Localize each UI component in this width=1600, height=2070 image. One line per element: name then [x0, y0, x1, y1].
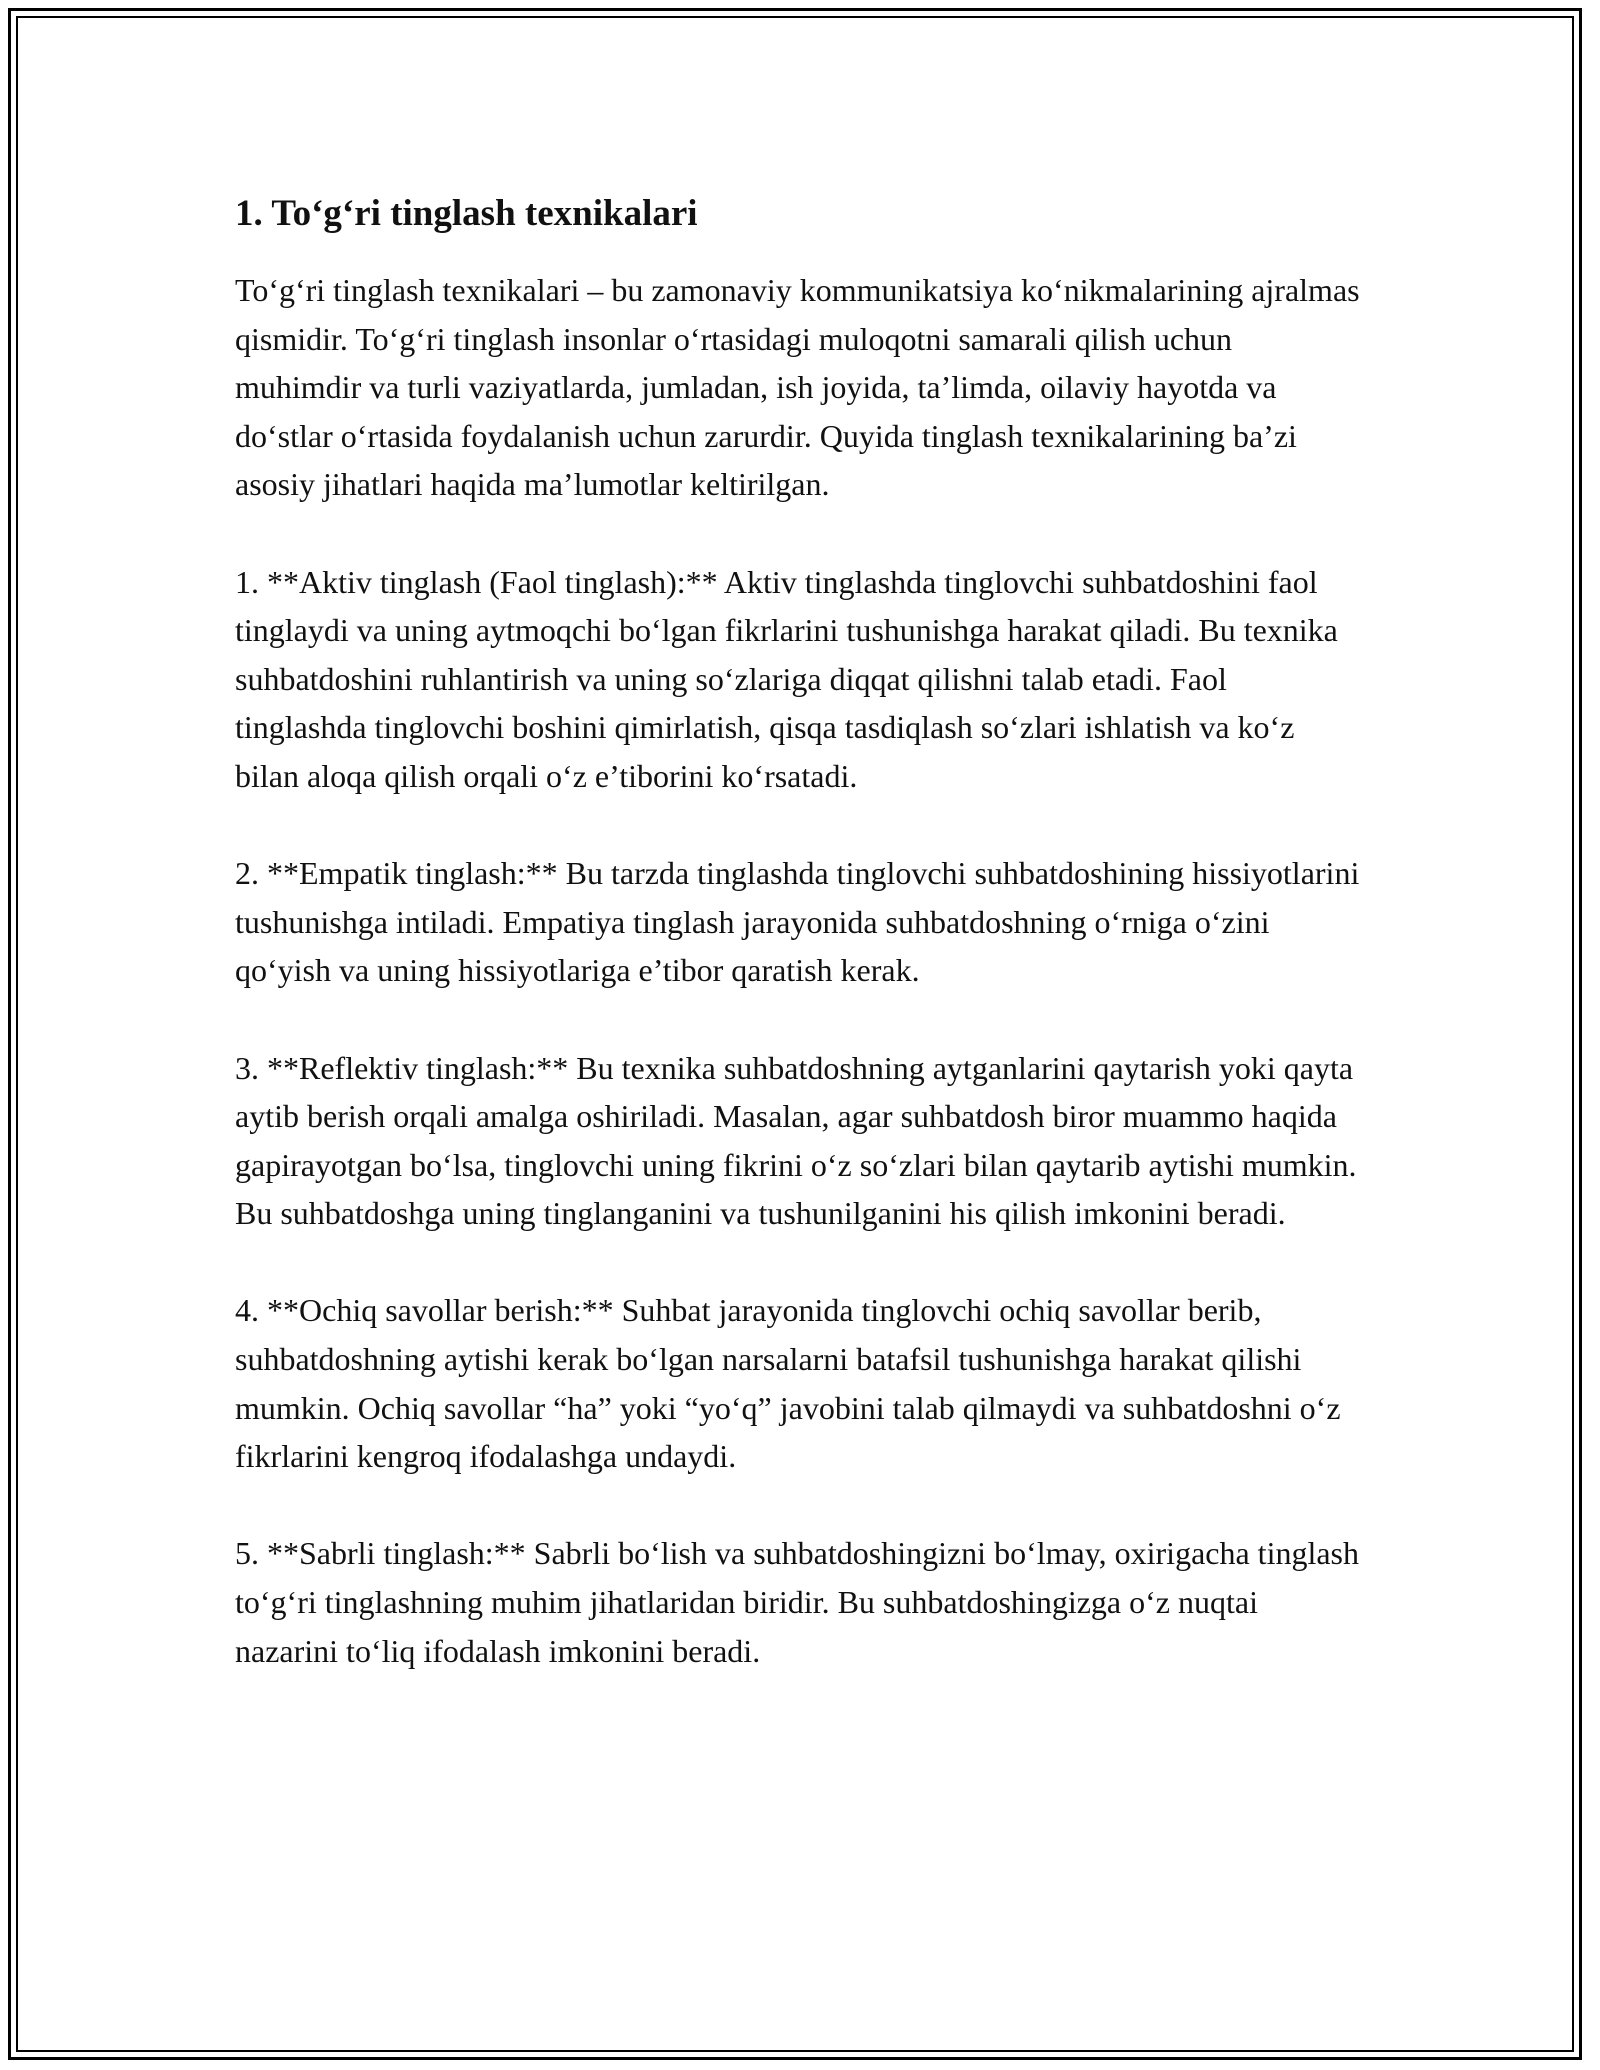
paragraph-ochiq-savollar: 4. **Ochiq savollar berish:** Suhbat jarayonida tinglovchi ochiq savollar berib, suhbatdoshning aytishi kerak bo‘lgan narsalarni batafsil tushunishga harakat qilishi mumkin. Ochiq savollar “ha” yoki “yo‘q” javobini talab qilmaydi va suhbatdoshni o‘z fikrlarini kengroq ifodalashga undaydi.	[235, 1292, 1341, 1475]
paragraph-reflektiv-tinglash: 3. **Reflektiv tinglash:** Bu texnika suhbatdoshning aytganlarini qaytarish yoki qayta aytib berish orqali amalga oshiriladi. Masalan, agar suhbatdosh biror muammo haqida gapirayotgan bo‘lsa, tinglovchi uning fikrini o‘z so‘zlari bilan qaytarib aytishi mumkin. Bu suhbatdoshga uning tinglanganini va tushunilganini his qilish imkonini beradi.	[235, 1049, 1357, 1232]
intro-paragraph: To‘g‘ri tinglash texnikalari – bu zamonaviy kommunikatsiya ko‘nikmalarining ajralmas qismidir. To‘g‘ri tinglash insonlar o‘rtasidagi muloqotni samarali qilish uchun muhimdir va turli vaziyatlarda, jumladan, ish joyida, ta’limda, oilaviy hayotda va do‘stlar o‘rtasida foydalanish uchun zarurdir. Quyida tinglash texnikalarining ba’zi asosiy jihatlari haqida ma’lumotlar keltirilgan.	[235, 272, 1360, 503]
paragraph-aktiv-tinglash: 1. **Aktiv tinglash (Faol tinglash):** Aktiv tinglashda tinglovchi suhbatdoshini faol tinglaydi va uning aytmoqchi bo‘lgan fikrlarini tushunishga harakat qiladi. Bu texnika suhbatdoshini ruhlantirish va uning so‘zlariga diqqat qilishni talab etadi. Faol tinglashda tinglovchi boshini qimirlatish, qisqa tasdiqlash so‘zlari ishlatish va ko‘z bilan aloqa qilish orqali o‘z e’tiborini ko‘rsatadi.	[235, 563, 1338, 794]
paragraph-sabrli-tinglash: 5. **Sabrli tinglash:** Sabrli bo‘lish va suhbatdoshingizni bo‘lmay, oxirigacha tinglash to‘g‘ri tinglashning muhim jihatlaridan biridir. Bu suhbatdoshingizga o‘z nuqtai nazarini to‘liq ifodalash imkonini beradi.	[235, 1535, 1359, 1669]
document-body	[235, 188, 1365, 1724]
paragraph-empatik-tinglash: 2. **Empatik tinglash:** Bu tarzda tinglashda tinglovchi suhbatdoshining hissiyotlarini tushunishga intiladi. Empatiya tinglash jarayonida suhbatdoshning o‘rniga o‘zini qo‘yish va uning hissiyotlariga e’tibor qaratish kerak.	[235, 855, 1360, 989]
section-heading: 1. To‘g‘ri tinglash texnikalari	[235, 193, 698, 234]
